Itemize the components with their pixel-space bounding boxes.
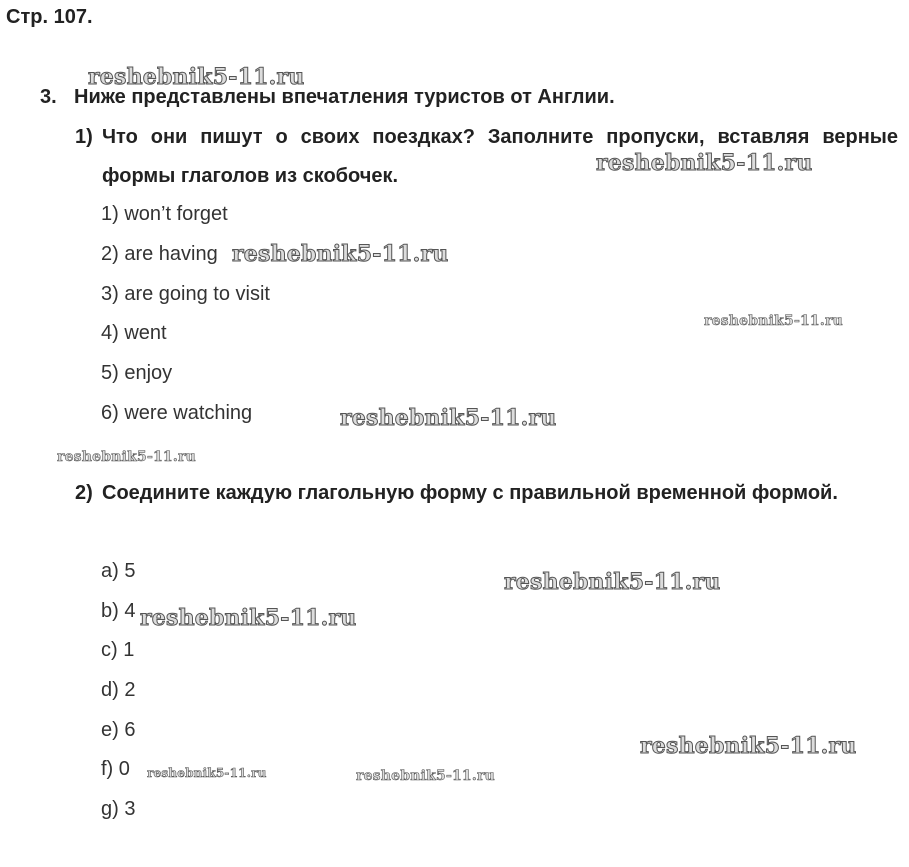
watermark: reshebnik5-11.ru [140,605,357,631]
watermark: reshebnik5-11.ru [57,449,196,465]
watermark: reshebnik5-11.ru [704,313,843,329]
task-2-text: Соедините каждую глагольную форму с правильной временной формой. [102,482,838,504]
task-2-answer: c) 1 [101,639,135,661]
task-2 [75,474,898,513]
task-2-answer: a) 5 [101,560,136,582]
task-2-answer: g) 3 [101,798,136,820]
task-1-answer: 4) went [101,322,167,344]
task-2-answer: d) 2 [101,679,136,701]
task-1-answer: 6) were watching [101,402,253,424]
watermark: reshebnik5-11.ru [596,150,813,176]
task-1-text: Что они пишут о своих поездках? Заполните пропуски, вставляя верные формы глаголов из скобочек. [102,126,898,187]
task-1 [75,118,898,196]
task-1-number: 1) [75,126,93,148]
page-header: Стр. 107. [6,6,93,28]
watermark: reshebnik5-11.ru [356,768,495,784]
exercise-number: 3. [40,86,57,108]
watermark: reshebnik5-11.ru [147,766,267,780]
exercise-title [40,86,615,109]
task-1-answer: 3) are going to visit [101,283,270,305]
task-2-answer: b) 4 [101,600,136,622]
task-2-number: 2) [75,482,93,504]
watermark: reshebnik5-11.ru [232,241,449,267]
task-1-answer: 2) are having [101,243,218,265]
watermark: reshebnik5-11.ru [640,733,857,759]
task-1-answer: 5) enjoy [101,362,173,384]
watermark: reshebnik5-11.ru [504,569,721,595]
task-2-answer: f) 0 [101,758,130,780]
exercise-title-text: Ниже представлены впечатления туристов от Англии. [74,86,615,108]
task-1-answer: 1) won’t forget [101,203,228,225]
task-2-answer: e) 6 [101,719,136,741]
watermark: reshebnik5-11.ru [88,64,305,90]
watermark: reshebnik5-11.ru [340,405,557,431]
